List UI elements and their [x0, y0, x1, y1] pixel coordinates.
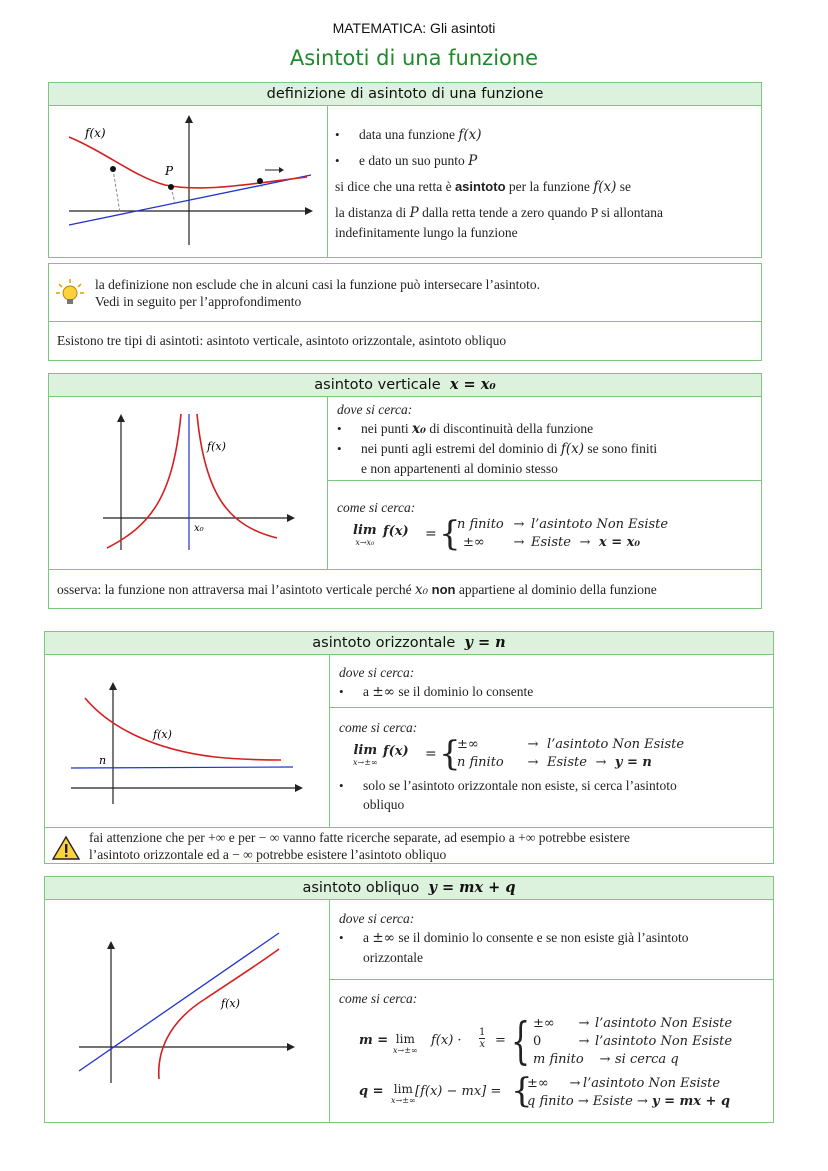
- function-curve: [85, 698, 281, 760]
- page-title: Asintoti di una funzione: [289, 46, 539, 70]
- definition-bullet-1: • data una funzione f(x): [335, 125, 755, 145]
- oblique-m-formula: m = lim x→±∞ f(x) · 1 x = { ±∞ → l’asintoto Non Esiste 0 → l’asintoto Non Esiste m finito → si cerca q: [359, 1012, 733, 1070]
- horizontal-heading: asintoto orizzontale y = n: [45, 632, 773, 655]
- horizontal-asymptote-line: [71, 767, 293, 768]
- point-p: [168, 184, 174, 190]
- oblique-where: [339, 909, 759, 967]
- where-label: dove si cerca:: [339, 665, 415, 680]
- vertical-observe: osserva: la funzione non attraversa mai l’asintoto verticale perché x₀ non appartiene al dominio della funzione: [57, 582, 657, 598]
- vertical-heading: asintoto verticale x = x₀: [49, 374, 761, 397]
- definition-line-3: indefinitamente lungo la funzione: [335, 225, 518, 240]
- x-axis-arrow: [305, 207, 313, 215]
- graph-fx-label: f(x): [153, 728, 172, 741]
- note-section: [48, 263, 762, 361]
- warning-icon: [51, 835, 81, 861]
- definition-text: [335, 125, 755, 242]
- horizontal-warning: [89, 829, 769, 863]
- graph-fx-label: f(x): [85, 126, 106, 140]
- oblique-bullet-1: • a ±∞ se il dominio lo consente e se non esiste già l’asintoto orizzontale: [339, 928, 759, 967]
- definition-line-2: la distanza di P dalla retta tende a zero quando P si allontana: [335, 205, 663, 221]
- oblique-asymptote-section: [44, 876, 774, 1123]
- left-branch: [107, 414, 181, 548]
- definition-line-1: si dice che una retta è asintoto per la funzione f(x) se: [335, 179, 632, 195]
- graph-n-label: n: [99, 754, 107, 767]
- function-curve: [69, 137, 307, 188]
- x-axis-arrow: [287, 1043, 295, 1051]
- how-label: come si cerca:: [339, 991, 418, 1006]
- horizontal-formula: lim x→±∞ f(x) = { ±∞ → l’asintoto Non Esiste n finito → Esiste → y = n: [353, 734, 685, 774]
- note-line-1: la definizione non esclude che in alcuni casi la funzione può intersecare l’asintoto.: [95, 277, 540, 292]
- definition-heading: definizione di asintoto di una funzione: [49, 83, 761, 106]
- graph-fx-label: f(x): [207, 440, 226, 453]
- definition-graph: [55, 107, 325, 255]
- oblique-graph: [55, 903, 325, 1121]
- y-axis-arrow: [185, 115, 193, 123]
- graph-p-label: P: [165, 164, 174, 178]
- right-branch: [197, 414, 277, 538]
- note-line-2: Vedi in seguito per l’approfondimento: [95, 294, 302, 309]
- how-label: come si cerca:: [337, 500, 416, 515]
- oblique-heading: asintoto obliquo y = mx + q: [45, 877, 773, 900]
- distance-dash-1: [113, 169, 120, 213]
- horizontal-graph: [55, 658, 325, 826]
- x-axis-arrow: [295, 784, 303, 792]
- oblique-q-formula: q = lim x→±∞ [f(x) − mx] = { ±∞ → l’asintoto Non Esiste q finito → Esiste → y = mx + q: [359, 1071, 731, 1111]
- vertical-where: [337, 400, 757, 478]
- asymptote-line: [69, 175, 311, 225]
- vertical-bullet-2: • nei punti agli estremi del dominio di f(x) se sono finiti e non appartenenti al dominio stesso: [337, 439, 757, 478]
- oblique-asymptote-line: [79, 933, 279, 1071]
- function-curve: [159, 949, 279, 1079]
- definition-section: [48, 82, 762, 258]
- horizontal-asymptote-section: [44, 631, 774, 864]
- horizontal-where: [339, 663, 759, 702]
- how-label: come si cerca:: [339, 720, 418, 735]
- point-3: [257, 178, 263, 184]
- warning-line-2: l’asintoto orizzontale ed a − ∞ potrebbe esistere l’asintoto obliquo: [89, 847, 447, 862]
- y-axis-arrow: [107, 941, 115, 949]
- subject-title: MATEMATICA: Gli asintoti: [332, 20, 496, 36]
- horizontal-bullet-1: • a ±∞ se il dominio lo consente: [339, 682, 759, 702]
- warning-line-1: fai attenzione che per +∞ e per − ∞ vanno fatte ricerche separate, ad esempio a +∞ potrebbe esistere: [89, 830, 630, 845]
- vertical-bullet-1: • nei punti x₀ di discontinuità della funzione: [337, 419, 757, 439]
- graph-fx-label: f(x): [221, 997, 240, 1010]
- where-label: dove si cerca:: [337, 402, 413, 417]
- where-label: dove si cerca:: [339, 911, 415, 926]
- definition-bullet-2: • e dato un suo punto P: [335, 151, 755, 171]
- y-axis-arrow: [117, 414, 125, 422]
- y-axis-arrow: [109, 682, 117, 690]
- note-text: [95, 276, 755, 310]
- lightbulb-icon: [55, 278, 85, 308]
- x-axis-arrow: [287, 514, 295, 522]
- asymptote-types-text: Esistono tre tipi di asintoti: asintoto verticale, asintoto orizzontale, asintoto obliquo: [57, 333, 507, 348]
- graph-x0-label: x₀: [194, 523, 204, 534]
- vertical-graph: [55, 398, 325, 568]
- vertical-asymptote-section: [48, 373, 762, 609]
- vertical-formula: lim x→x₀ f(x) = { n finito → l’asintoto Non Esiste ±∞ → Esiste → x = x₀: [353, 514, 669, 554]
- point-1: [110, 166, 116, 172]
- horizontal-bullet-2: • solo se l’asintoto orizzontale non esiste, si cerca l’asintoto obliquo: [339, 776, 759, 814]
- direction-arrowhead: [279, 167, 284, 173]
